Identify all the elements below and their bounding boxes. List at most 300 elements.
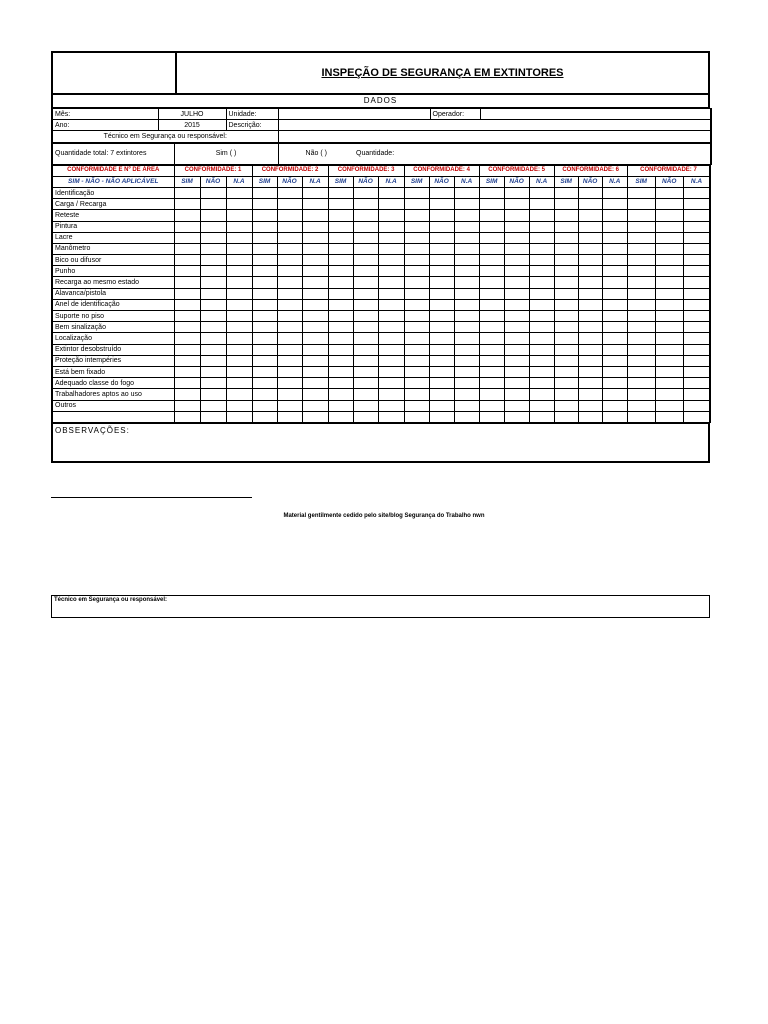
check-cell[interactable]: [655, 210, 683, 221]
check-cell[interactable]: [504, 232, 529, 243]
check-cell[interactable]: [404, 411, 429, 422]
check-cell[interactable]: [277, 400, 302, 411]
check-cell[interactable]: [353, 322, 378, 333]
check-cell[interactable]: [602, 366, 627, 377]
check-cell[interactable]: [174, 243, 200, 254]
check-cell[interactable]: [479, 255, 504, 266]
check-cell[interactable]: [504, 322, 529, 333]
check-cell[interactable]: [655, 221, 683, 232]
check-cell[interactable]: [578, 243, 602, 254]
check-cell[interactable]: [479, 355, 504, 366]
check-cell[interactable]: [378, 400, 404, 411]
check-cell[interactable]: [200, 210, 226, 221]
check-cell[interactable]: [602, 277, 627, 288]
check-cell[interactable]: [578, 333, 602, 344]
check-cell[interactable]: [504, 199, 529, 210]
check-cell[interactable]: [529, 322, 554, 333]
check-cell[interactable]: [226, 232, 252, 243]
check-cell[interactable]: [655, 266, 683, 277]
check-cell[interactable]: [529, 187, 554, 198]
check-cell[interactable]: [602, 299, 627, 310]
check-cell[interactable]: [655, 243, 683, 254]
check-cell[interactable]: [683, 255, 710, 266]
check-cell[interactable]: [174, 344, 200, 355]
check-cell[interactable]: [504, 255, 529, 266]
check-cell[interactable]: [578, 299, 602, 310]
check-cell[interactable]: [683, 221, 710, 232]
check-cell[interactable]: [504, 266, 529, 277]
check-cell[interactable]: [429, 266, 454, 277]
check-cell[interactable]: [277, 389, 302, 400]
check-cell[interactable]: [252, 232, 277, 243]
check-cell[interactable]: [378, 411, 404, 422]
check-cell[interactable]: [277, 232, 302, 243]
check-cell[interactable]: [353, 266, 378, 277]
check-cell[interactable]: [627, 221, 655, 232]
check-cell[interactable]: [174, 333, 200, 344]
check-cell[interactable]: [655, 411, 683, 422]
check-cell[interactable]: [602, 400, 627, 411]
check-cell[interactable]: [454, 266, 479, 277]
check-cell[interactable]: [404, 311, 429, 322]
check-cell[interactable]: [454, 187, 479, 198]
check-cell[interactable]: [655, 389, 683, 400]
check-cell[interactable]: [378, 232, 404, 243]
check-cell[interactable]: [454, 333, 479, 344]
check-cell[interactable]: [504, 288, 529, 299]
check-cell[interactable]: [174, 210, 200, 221]
check-cell[interactable]: [252, 322, 277, 333]
check-cell[interactable]: [504, 366, 529, 377]
check-cell[interactable]: [627, 187, 655, 198]
check-cell[interactable]: [454, 199, 479, 210]
check-cell[interactable]: [174, 299, 200, 310]
check-cell[interactable]: [554, 322, 578, 333]
check-cell[interactable]: [226, 311, 252, 322]
check-cell[interactable]: [504, 277, 529, 288]
check-cell[interactable]: [578, 187, 602, 198]
check-cell[interactable]: [404, 210, 429, 221]
check-cell[interactable]: [378, 344, 404, 355]
check-cell[interactable]: [529, 333, 554, 344]
check-cell[interactable]: [454, 288, 479, 299]
check-cell[interactable]: [429, 299, 454, 310]
check-cell[interactable]: [578, 288, 602, 299]
check-cell[interactable]: [504, 389, 529, 400]
check-cell[interactable]: [627, 288, 655, 299]
check-cell[interactable]: [252, 187, 277, 198]
check-cell[interactable]: [578, 277, 602, 288]
check-cell[interactable]: [252, 311, 277, 322]
check-cell[interactable]: [302, 187, 328, 198]
check-cell[interactable]: [683, 210, 710, 221]
check-cell[interactable]: [578, 199, 602, 210]
check-cell[interactable]: [578, 400, 602, 411]
check-cell[interactable]: [504, 411, 529, 422]
check-cell[interactable]: [683, 322, 710, 333]
check-cell[interactable]: [302, 389, 328, 400]
check-cell[interactable]: [683, 266, 710, 277]
check-cell[interactable]: [226, 389, 252, 400]
check-cell[interactable]: [252, 210, 277, 221]
check-cell[interactable]: [226, 210, 252, 221]
check-cell[interactable]: [655, 378, 683, 389]
check-cell[interactable]: [602, 255, 627, 266]
check-cell[interactable]: [554, 243, 578, 254]
check-cell[interactable]: [602, 389, 627, 400]
check-cell[interactable]: [252, 288, 277, 299]
check-cell[interactable]: [353, 288, 378, 299]
check-cell[interactable]: [602, 221, 627, 232]
check-cell[interactable]: [504, 378, 529, 389]
check-cell[interactable]: [454, 255, 479, 266]
check-cell[interactable]: [226, 221, 252, 232]
check-cell[interactable]: [655, 322, 683, 333]
check-cell[interactable]: [479, 311, 504, 322]
check-cell[interactable]: [328, 333, 353, 344]
check-cell[interactable]: [328, 277, 353, 288]
check-cell[interactable]: [554, 355, 578, 366]
check-cell[interactable]: [404, 243, 429, 254]
check-cell[interactable]: [554, 199, 578, 210]
check-cell[interactable]: [353, 210, 378, 221]
check-cell[interactable]: [683, 299, 710, 310]
check-cell[interactable]: [554, 389, 578, 400]
check-cell[interactable]: [683, 411, 710, 422]
check-cell[interactable]: [200, 232, 226, 243]
check-cell[interactable]: [226, 322, 252, 333]
check-cell[interactable]: [454, 232, 479, 243]
nao-checkbox-label[interactable]: Não ( ): [278, 143, 354, 164]
check-cell[interactable]: [429, 210, 454, 221]
check-cell[interactable]: [554, 333, 578, 344]
check-cell[interactable]: [429, 277, 454, 288]
check-cell[interactable]: [454, 277, 479, 288]
check-cell[interactable]: [479, 366, 504, 377]
check-cell[interactable]: [302, 277, 328, 288]
check-cell[interactable]: [578, 366, 602, 377]
check-cell[interactable]: [683, 232, 710, 243]
observacoes-box[interactable]: [51, 423, 710, 463]
check-cell[interactable]: [479, 322, 504, 333]
check-cell[interactable]: [554, 232, 578, 243]
check-cell[interactable]: [504, 355, 529, 366]
check-cell[interactable]: [529, 232, 554, 243]
check-cell[interactable]: [353, 400, 378, 411]
check-cell[interactable]: [353, 187, 378, 198]
check-cell[interactable]: [429, 187, 454, 198]
check-cell[interactable]: [554, 255, 578, 266]
check-cell[interactable]: [627, 366, 655, 377]
check-cell[interactable]: [683, 288, 710, 299]
check-cell[interactable]: [252, 333, 277, 344]
check-cell[interactable]: [174, 378, 200, 389]
check-cell[interactable]: [302, 232, 328, 243]
check-cell[interactable]: [655, 333, 683, 344]
check-cell[interactable]: [655, 199, 683, 210]
check-cell[interactable]: [226, 255, 252, 266]
check-cell[interactable]: [252, 221, 277, 232]
check-cell[interactable]: [277, 322, 302, 333]
check-cell[interactable]: [328, 187, 353, 198]
check-cell[interactable]: [554, 187, 578, 198]
check-cell[interactable]: [429, 221, 454, 232]
check-cell[interactable]: [226, 277, 252, 288]
check-cell[interactable]: [174, 411, 200, 422]
check-cell[interactable]: [277, 411, 302, 422]
check-cell[interactable]: [454, 366, 479, 377]
check-cell[interactable]: [479, 210, 504, 221]
check-cell[interactable]: [277, 344, 302, 355]
check-cell[interactable]: [302, 344, 328, 355]
check-cell[interactable]: [655, 187, 683, 198]
check-cell[interactable]: [479, 266, 504, 277]
check-cell[interactable]: [252, 389, 277, 400]
check-cell[interactable]: [627, 232, 655, 243]
check-cell[interactable]: [328, 400, 353, 411]
check-cell[interactable]: [479, 333, 504, 344]
check-cell[interactable]: [302, 299, 328, 310]
check-cell[interactable]: [226, 288, 252, 299]
check-cell[interactable]: [277, 277, 302, 288]
check-cell[interactable]: [378, 221, 404, 232]
check-cell[interactable]: [627, 378, 655, 389]
check-cell[interactable]: [602, 378, 627, 389]
check-cell[interactable]: [302, 378, 328, 389]
check-cell[interactable]: [252, 255, 277, 266]
check-cell[interactable]: [454, 299, 479, 310]
check-cell[interactable]: [174, 355, 200, 366]
check-cell[interactable]: [655, 355, 683, 366]
check-cell[interactable]: [252, 378, 277, 389]
check-cell[interactable]: [504, 344, 529, 355]
check-cell[interactable]: [353, 232, 378, 243]
check-cell[interactable]: [277, 299, 302, 310]
check-cell[interactable]: [655, 311, 683, 322]
check-cell[interactable]: [378, 288, 404, 299]
check-cell[interactable]: [529, 199, 554, 210]
check-cell[interactable]: [529, 389, 554, 400]
check-cell[interactable]: [529, 378, 554, 389]
check-cell[interactable]: [479, 299, 504, 310]
check-cell[interactable]: [200, 355, 226, 366]
check-cell[interactable]: [404, 255, 429, 266]
check-cell[interactable]: [504, 187, 529, 198]
check-cell[interactable]: [353, 366, 378, 377]
check-cell[interactable]: [378, 378, 404, 389]
check-cell[interactable]: [602, 322, 627, 333]
check-cell[interactable]: [226, 266, 252, 277]
check-cell[interactable]: [429, 333, 454, 344]
check-cell[interactable]: [578, 378, 602, 389]
check-cell[interactable]: [404, 277, 429, 288]
check-cell[interactable]: [353, 389, 378, 400]
check-cell[interactable]: [429, 322, 454, 333]
check-cell[interactable]: [378, 210, 404, 221]
check-cell[interactable]: [578, 389, 602, 400]
check-cell[interactable]: [328, 299, 353, 310]
check-cell[interactable]: [479, 199, 504, 210]
check-cell[interactable]: [529, 400, 554, 411]
check-cell[interactable]: [627, 210, 655, 221]
check-cell[interactable]: [504, 210, 529, 221]
check-cell[interactable]: [252, 344, 277, 355]
check-cell[interactable]: [378, 255, 404, 266]
check-cell[interactable]: [454, 411, 479, 422]
check-cell[interactable]: [328, 288, 353, 299]
check-cell[interactable]: [277, 187, 302, 198]
check-cell[interactable]: [200, 221, 226, 232]
check-cell[interactable]: [655, 255, 683, 266]
check-cell[interactable]: [174, 389, 200, 400]
check-cell[interactable]: [378, 366, 404, 377]
check-cell[interactable]: [578, 355, 602, 366]
check-cell[interactable]: [226, 400, 252, 411]
check-cell[interactable]: [627, 255, 655, 266]
check-cell[interactable]: [353, 199, 378, 210]
check-cell[interactable]: [200, 389, 226, 400]
check-cell[interactable]: [302, 288, 328, 299]
check-cell[interactable]: [529, 266, 554, 277]
check-cell[interactable]: [554, 221, 578, 232]
check-cell[interactable]: [529, 210, 554, 221]
check-cell[interactable]: [429, 355, 454, 366]
check-cell[interactable]: [277, 288, 302, 299]
check-cell[interactable]: [529, 355, 554, 366]
check-cell[interactable]: [454, 400, 479, 411]
check-cell[interactable]: [353, 378, 378, 389]
check-cell[interactable]: [328, 311, 353, 322]
check-cell[interactable]: [404, 344, 429, 355]
check-cell[interactable]: [328, 210, 353, 221]
check-cell[interactable]: [529, 311, 554, 322]
check-cell[interactable]: [429, 232, 454, 243]
check-cell[interactable]: [226, 366, 252, 377]
check-cell[interactable]: [554, 210, 578, 221]
check-cell[interactable]: [302, 400, 328, 411]
check-cell[interactable]: [378, 311, 404, 322]
check-cell[interactable]: [655, 344, 683, 355]
footer-signature-box[interactable]: [51, 595, 710, 618]
check-cell[interactable]: [378, 389, 404, 400]
check-cell[interactable]: [683, 344, 710, 355]
check-cell[interactable]: [602, 355, 627, 366]
check-cell[interactable]: [627, 344, 655, 355]
check-cell[interactable]: [479, 243, 504, 254]
check-cell[interactable]: [504, 400, 529, 411]
check-cell[interactable]: [328, 232, 353, 243]
check-cell[interactable]: [578, 266, 602, 277]
check-cell[interactable]: [683, 277, 710, 288]
check-cell[interactable]: [529, 243, 554, 254]
check-cell[interactable]: [353, 344, 378, 355]
check-cell[interactable]: [277, 366, 302, 377]
check-cell[interactable]: [683, 400, 710, 411]
check-cell[interactable]: [655, 277, 683, 288]
check-cell[interactable]: [174, 322, 200, 333]
check-cell[interactable]: [252, 243, 277, 254]
check-cell[interactable]: [602, 344, 627, 355]
check-cell[interactable]: [277, 199, 302, 210]
descricao-field[interactable]: [278, 120, 711, 131]
ano-value[interactable]: 2015: [158, 120, 226, 131]
check-cell[interactable]: [353, 243, 378, 254]
check-cell[interactable]: [479, 400, 504, 411]
check-cell[interactable]: [226, 378, 252, 389]
check-cell[interactable]: [353, 355, 378, 366]
check-cell[interactable]: [404, 366, 429, 377]
check-cell[interactable]: [578, 210, 602, 221]
check-cell[interactable]: [429, 243, 454, 254]
check-cell[interactable]: [200, 378, 226, 389]
check-cell[interactable]: [454, 322, 479, 333]
check-cell[interactable]: [627, 199, 655, 210]
check-cell[interactable]: [404, 400, 429, 411]
check-cell[interactable]: [200, 243, 226, 254]
check-cell[interactable]: [302, 411, 328, 422]
check-cell[interactable]: [627, 400, 655, 411]
tecnico-field[interactable]: [278, 131, 711, 142]
sim-checkbox-label[interactable]: Sim ( ): [174, 143, 278, 164]
check-cell[interactable]: [404, 389, 429, 400]
check-cell[interactable]: [277, 311, 302, 322]
check-cell[interactable]: [252, 299, 277, 310]
check-cell[interactable]: [429, 400, 454, 411]
check-cell[interactable]: [578, 344, 602, 355]
check-cell[interactable]: [404, 333, 429, 344]
check-cell[interactable]: [174, 277, 200, 288]
check-cell[interactable]: [602, 411, 627, 422]
check-cell[interactable]: [404, 299, 429, 310]
operador-field[interactable]: [480, 109, 711, 120]
check-cell[interactable]: [627, 411, 655, 422]
check-cell[interactable]: [328, 355, 353, 366]
check-cell[interactable]: [655, 366, 683, 377]
check-cell[interactable]: [602, 333, 627, 344]
check-cell[interactable]: [602, 243, 627, 254]
check-cell[interactable]: [504, 221, 529, 232]
check-cell[interactable]: [683, 355, 710, 366]
check-cell[interactable]: [479, 221, 504, 232]
check-cell[interactable]: [328, 366, 353, 377]
check-cell[interactable]: [479, 389, 504, 400]
check-cell[interactable]: [627, 277, 655, 288]
check-cell[interactable]: [529, 288, 554, 299]
check-cell[interactable]: [353, 255, 378, 266]
check-cell[interactable]: [578, 322, 602, 333]
check-cell[interactable]: [429, 288, 454, 299]
check-cell[interactable]: [554, 411, 578, 422]
check-cell[interactable]: [302, 255, 328, 266]
check-cell[interactable]: [404, 322, 429, 333]
check-cell[interactable]: [200, 187, 226, 198]
check-cell[interactable]: [627, 266, 655, 277]
check-cell[interactable]: [302, 366, 328, 377]
check-cell[interactable]: [328, 255, 353, 266]
check-cell[interactable]: [627, 299, 655, 310]
check-cell[interactable]: [328, 411, 353, 422]
check-cell[interactable]: [529, 277, 554, 288]
check-cell[interactable]: [277, 210, 302, 221]
check-cell[interactable]: [429, 378, 454, 389]
check-cell[interactable]: [174, 288, 200, 299]
check-cell[interactable]: [404, 221, 429, 232]
check-cell[interactable]: [200, 288, 226, 299]
check-cell[interactable]: [404, 199, 429, 210]
check-cell[interactable]: [655, 232, 683, 243]
check-cell[interactable]: [353, 311, 378, 322]
check-cell[interactable]: [683, 199, 710, 210]
